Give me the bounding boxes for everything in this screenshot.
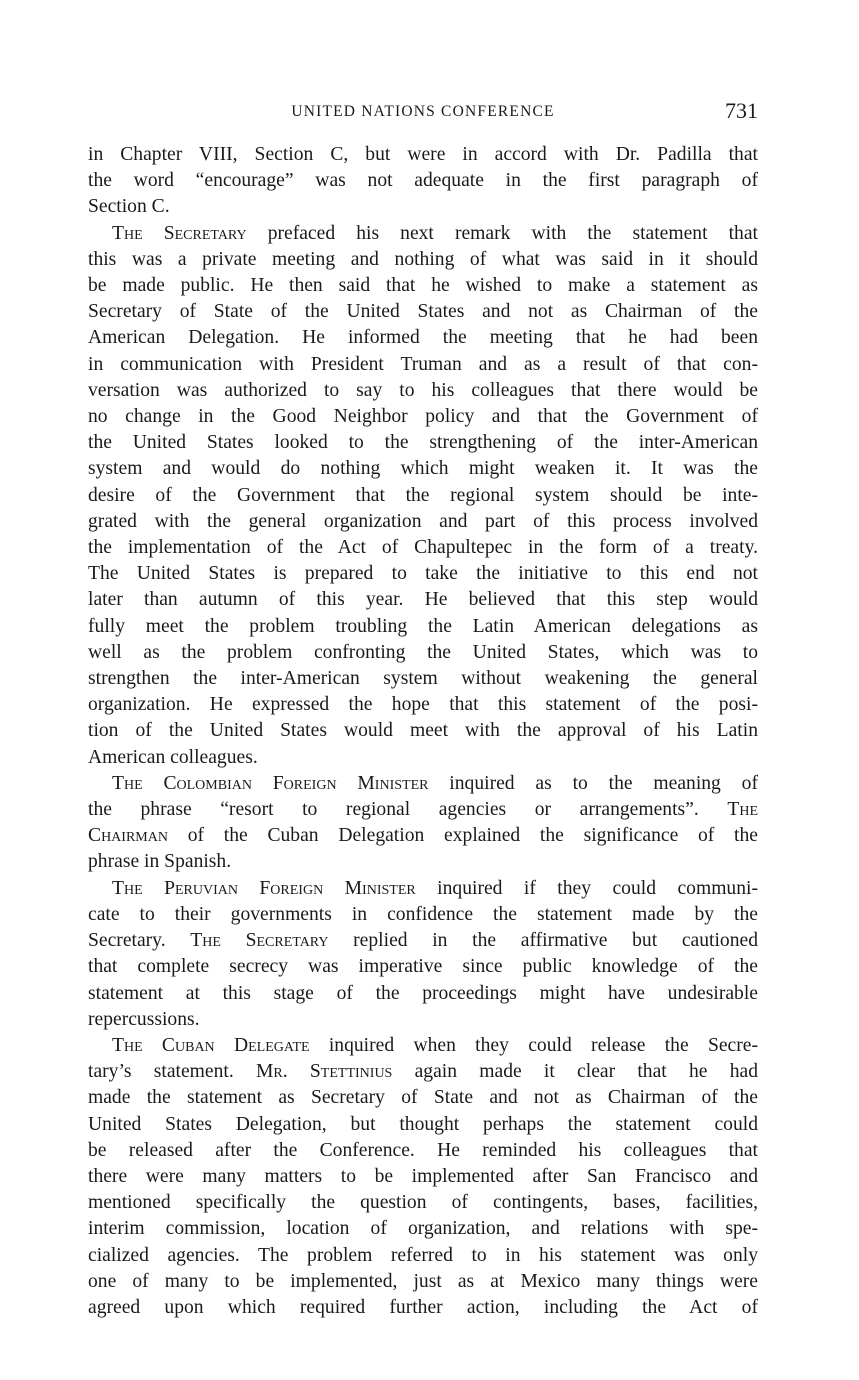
text-line xyxy=(88,587,758,613)
text-run: one of many to be implemented, just as at Mexico many things were xyxy=(88,1270,758,1292)
text-line xyxy=(88,797,758,823)
text-run: replied in the affirmative but cautioned xyxy=(328,930,758,952)
speaker-name: The Peruvian Foreign Minister xyxy=(112,877,416,899)
text-line xyxy=(88,1190,758,1216)
text-run: system and would do nothing which might weaken it. It was the xyxy=(88,458,758,480)
text-run: inquired when they could release the Secre- xyxy=(309,1034,758,1056)
text-line xyxy=(88,1216,758,1242)
text-line xyxy=(88,981,758,1007)
text-run: be made public. He then said that he wished to make a statement as xyxy=(88,275,758,297)
text-run: inquired if they could communi- xyxy=(415,877,758,899)
text-run: the word “encourage” was not adequate in the first paragraph of xyxy=(88,170,758,192)
text-run: statement at this stage of the proceedings might have undesirable xyxy=(88,982,758,1004)
text-run: of the Cuban Delegation explained the significance of the xyxy=(167,825,758,847)
text-line xyxy=(88,168,758,194)
page-number: 731 xyxy=(725,98,758,123)
text-run: desire of the Government that the regional system should be inte- xyxy=(88,484,758,506)
running-head xyxy=(88,100,758,130)
text-run: in communication with President Truman and as a result of that con- xyxy=(88,353,758,375)
speaker-name: The Secretary xyxy=(112,222,247,244)
text-line xyxy=(88,1243,758,1269)
text-run: tary’s statement. xyxy=(88,1061,256,1083)
paragraph xyxy=(88,1033,758,1321)
text-line xyxy=(88,221,758,247)
text-run: prefaced his next remark with the statement that xyxy=(246,222,758,244)
text-line xyxy=(88,509,758,535)
text-line xyxy=(88,666,758,692)
text-run: versation was authorized to say to his colleagues that there would be xyxy=(88,379,758,401)
text-run: cate to their governments in confidence the statement made by the xyxy=(88,903,758,925)
text-line xyxy=(88,1007,758,1033)
speaker-name: Chairman xyxy=(88,825,168,847)
text-line xyxy=(88,483,758,509)
text-run: mentioned specifically the question of contingents, bases, facilities, xyxy=(88,1192,758,1214)
text-run: later than autumn of this year. He believed that this step would xyxy=(88,589,758,611)
text-line xyxy=(88,1138,758,1164)
text-line xyxy=(88,142,758,168)
text-run: the implementation of the Act of Chapultepec in the form of a treaty. xyxy=(88,537,758,559)
body-text xyxy=(88,142,758,1321)
paragraph xyxy=(88,876,758,1033)
text-run: American colleagues. xyxy=(88,746,258,768)
text-run: made the statement as Secretary of State and not as Chairman of the xyxy=(88,1087,758,1109)
text-run: this was a private meeting and nothing of what was said in it should xyxy=(88,248,758,270)
text-run: The United States is prepared to take the initiative to this end not xyxy=(88,563,758,585)
text-run: tion of the United States would meet with the approval of his Latin xyxy=(88,720,758,742)
text-line xyxy=(88,352,758,378)
text-line xyxy=(88,745,758,771)
text-run: fully meet the problem troubling the Latin American delegations as xyxy=(88,615,758,637)
text-line xyxy=(88,640,758,666)
text-line xyxy=(88,954,758,980)
running-title: UNITED NATIONS CONFERENCE xyxy=(291,103,555,120)
text-line xyxy=(88,614,758,640)
text-run: organization. He expressed the hope that this statement of the posi- xyxy=(88,694,758,716)
text-line xyxy=(88,876,758,902)
text-line xyxy=(88,1295,758,1321)
text-line xyxy=(88,561,758,587)
text-run: grated with the general organization and part of this process involved xyxy=(88,510,758,532)
text-run: Secretary. xyxy=(88,930,191,952)
speaker-name: The xyxy=(727,799,758,821)
text-run: Secretary of State of the United States and not as Chairman of the xyxy=(88,301,758,323)
text-run: in Chapter VIII, Section C, but were in accord with Dr. Padilla that xyxy=(88,144,758,165)
text-run: Section C. xyxy=(88,196,170,218)
text-line xyxy=(88,378,758,404)
text-run: there were many matters to be implemented after San Francisco and xyxy=(88,1165,758,1187)
text-line xyxy=(88,928,758,954)
text-run: United States Delegation, but thought perhaps the statement could xyxy=(88,1113,758,1135)
text-line xyxy=(88,194,758,220)
text-run: that complete secrecy was imperative since public knowledge of the xyxy=(88,956,758,978)
speaker-name: The Colombian Foreign Minister xyxy=(112,772,429,794)
text-run: phrase in Spanish. xyxy=(88,851,232,873)
text-run: cialized agencies. The problem referred to in his statement was only xyxy=(88,1244,758,1266)
text-line xyxy=(88,902,758,928)
text-line xyxy=(88,404,758,430)
text-run: well as the problem confronting the United States, which was to xyxy=(88,641,758,663)
text-run: inquired as to the meaning of xyxy=(428,772,759,794)
text-run: be released after the Conference. He reminded his colleagues that xyxy=(88,1139,758,1161)
text-run: interim commission, location of organization, and relations with spe- xyxy=(88,1218,758,1240)
text-line xyxy=(88,1269,758,1295)
text-line xyxy=(88,771,758,797)
paragraph xyxy=(88,142,758,221)
text-run: agreed upon which required further action, including the Act of xyxy=(88,1296,758,1318)
text-run: American Delegation. He informed the meeting that he had been xyxy=(88,327,758,349)
text-line xyxy=(88,718,758,744)
text-run: again made it clear that he had xyxy=(392,1061,759,1083)
page xyxy=(88,100,758,1321)
text-run: strengthen the inter-American system without weakening the general xyxy=(88,668,758,690)
text-line xyxy=(88,692,758,718)
text-line xyxy=(88,456,758,482)
paragraph xyxy=(88,771,758,876)
speaker-name: Mr. Stettinius xyxy=(256,1061,393,1083)
speaker-name: The Cuban Delegate xyxy=(112,1034,310,1056)
text-line xyxy=(88,1059,758,1085)
text-line xyxy=(88,273,758,299)
text-line xyxy=(88,1164,758,1190)
text-line xyxy=(88,1033,758,1059)
text-line xyxy=(88,1085,758,1111)
speaker-name: The Secretary xyxy=(190,930,329,952)
text-run: repercussions. xyxy=(88,1008,200,1030)
text-line xyxy=(88,299,758,325)
text-line xyxy=(88,325,758,351)
text-line xyxy=(88,823,758,849)
text-line xyxy=(88,849,758,875)
text-line xyxy=(88,535,758,561)
text-line xyxy=(88,247,758,273)
text-run: the United States looked to the strengthening of the inter-American xyxy=(88,432,758,454)
text-line xyxy=(88,430,758,456)
text-run: the phrase “resort to regional agencies or arrangements”. xyxy=(88,799,728,821)
text-run: no change in the Good Neighbor policy and that the Government of xyxy=(88,406,758,428)
paragraph xyxy=(88,221,758,771)
text-line xyxy=(88,1112,758,1138)
